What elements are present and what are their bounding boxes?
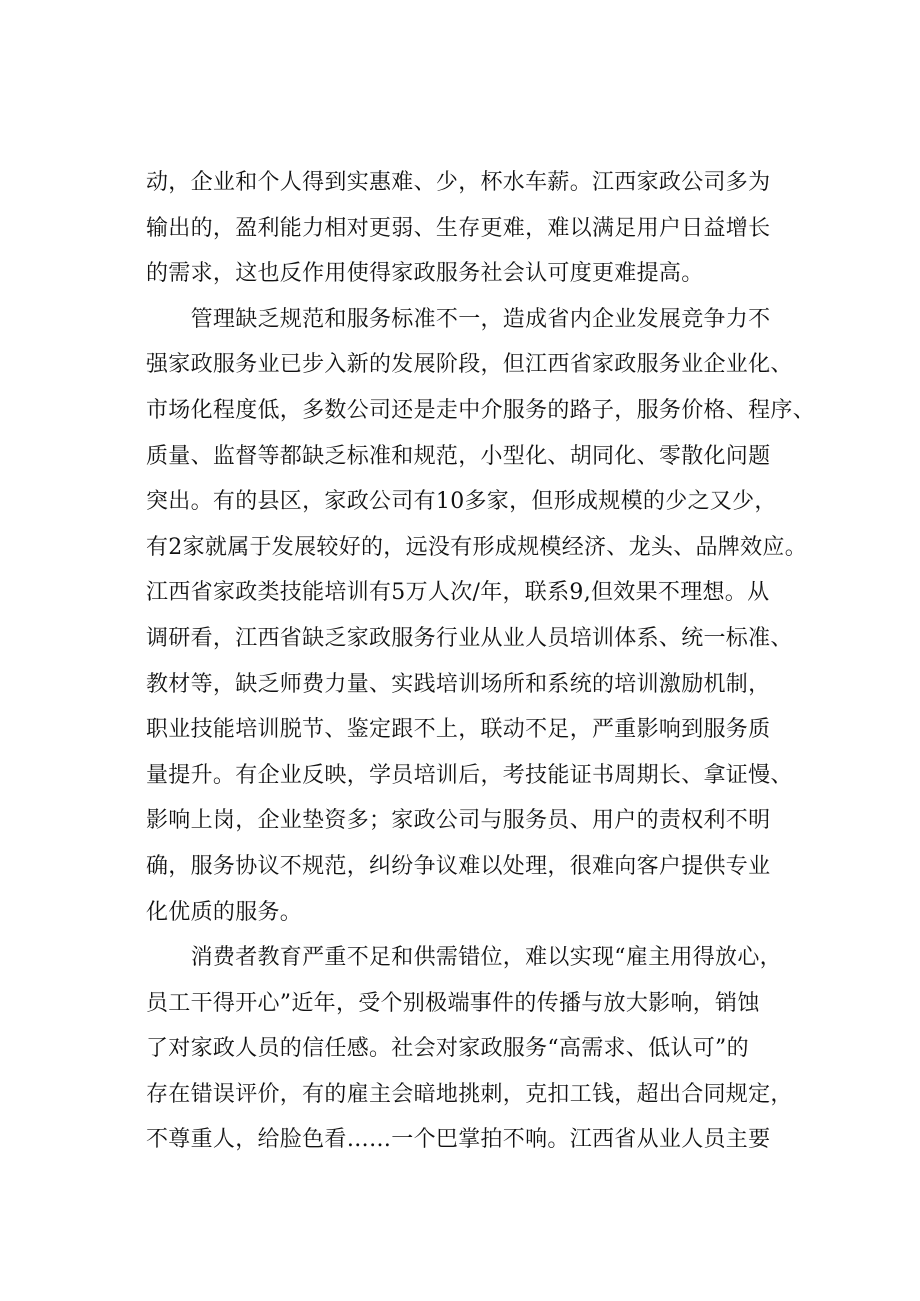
text-line: 输出的，盈利能力相对更弱、生存更难，难以满足用户日益增长 [146, 215, 771, 241]
document-body [146, 160, 816, 1163]
text-line: 影响上岗，企业垫资多；家政公司与服务员、用户的责权利不明 [146, 808, 771, 834]
text-line: 存在错误评价，有的雇主会暗地挑刺，克扣工钱，超出合同规定， [146, 1081, 793, 1107]
text-line: 了对家政人员的信任感。社会对家政服务“高需求、低认可”的 [146, 1036, 749, 1062]
text-line: 市场化程度低，多数公司还是走中介服务的路子，服务价格、程序、 [146, 397, 816, 423]
text-line: 管理缺乏规范和服务标准不一，造成省内企业发展竞争力不 [146, 306, 771, 332]
text-line: 的需求，这也反作用使得家政服务社会认可度更难提高。 [146, 261, 704, 287]
text-line: 动，企业和个人得到实惠难、少，杯水车薪。江西家政公司多为 [146, 170, 771, 195]
text-line: 化优质的服务。 [146, 899, 303, 925]
text-line: 教材等，缺乏师费力量、实践培训场所和系统的培训激励机制， [146, 671, 771, 697]
text-line: 量提升。有企业反映，学员培训后，考技能证书周期长、拿证慢、 [146, 762, 793, 788]
text-line: 员工干得开心”近年，受个别极端事件的传播与放大影响，销蚀 [146, 990, 760, 1016]
text-line: 强家政服务业已步入新的发展阶段，但江西省家政服务业企业化、 [146, 352, 793, 378]
text-line: 突出。有的县区，家政公司有10多家，但形成规模的少之又少， [146, 489, 777, 515]
text-line: 消费者教育严重不足和供需错位，难以实现“雇主用得放心， [146, 945, 782, 971]
text-line: 确，服务协议不规范，纠纷争议难以处理，很难向客户提供专业 [146, 853, 771, 879]
text-line: 不尊重人，给脸色看……一个巴掌拍不响。江西省从业人员主要 [146, 1127, 771, 1153]
text-line: 调研看，江西省缺乏家政服务行业从业人员培训体系、统一标准、 [146, 625, 793, 651]
text-line: 有2家就属于发展较好的，远没有形成规模经济、龙头、品牌效应。 [146, 534, 807, 560]
text-line: 质量、监督等都缺乏标准和规范，小型化、胡同化、零散化问题 [146, 443, 771, 469]
text-line: 职业技能培训脱节、鉴定跟不上，联动不足，严重影响到服务质 [146, 717, 771, 743]
text-line: 江西省家政类技能培训有5万人次/年，联系9,但效果不理想。从 [146, 580, 770, 606]
